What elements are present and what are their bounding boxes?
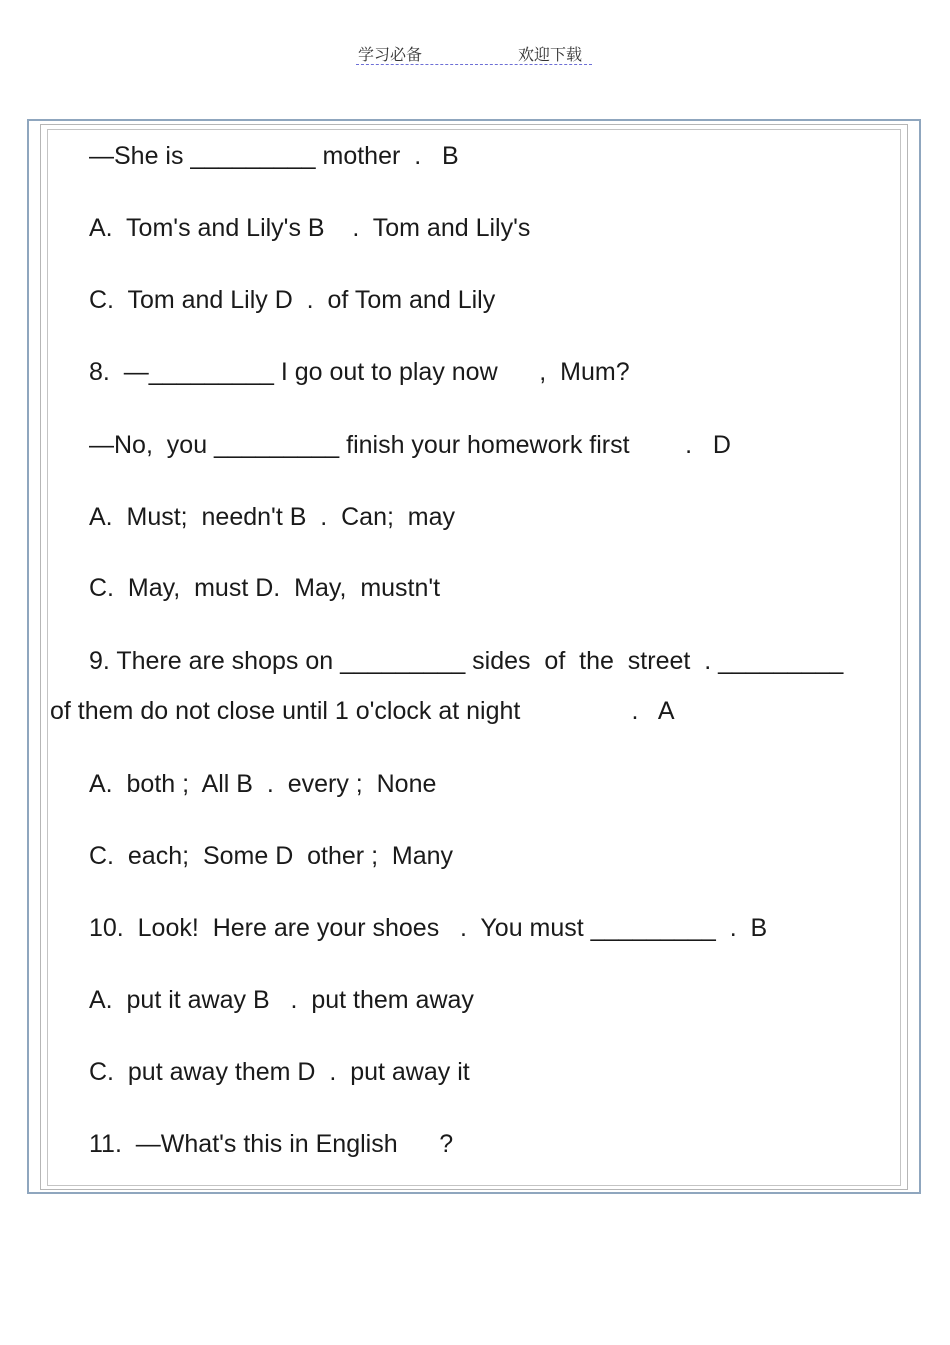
page-header: [356, 42, 592, 65]
question-8-stem: 8. —_________ I go out to play now , Mum?: [89, 358, 630, 386]
question-10-stem: 10. Look! Here are your shoes . You must _________ . B: [89, 914, 768, 942]
question-7-stem: —She is _________ mother . B: [89, 142, 459, 170]
question-8-options-ab: A. Must; needn't B . Can; may: [89, 503, 456, 531]
question-8-options-cd: C. May, must D. May, mustn't: [89, 574, 441, 602]
question-11-stem: 11. —What's this in English ?: [89, 1130, 454, 1158]
question-7-options-ab: A. Tom's and Lily's B . Tom and Lily's: [89, 214, 531, 242]
question-10-options-cd: C. put away them D . put away it: [89, 1058, 470, 1086]
question-9-stem-cont: of them do not close until 1 o'clock at night . A: [50, 697, 675, 725]
question-7-options-cd: C. Tom and Lily D . of Tom and Lily: [89, 286, 496, 314]
question-9-options-cd: C. each; Some D other ; Many: [89, 842, 454, 870]
question-8-stem-cont: —No, you _________ finish your homework first . D: [89, 431, 731, 459]
question-9-stem: 9. There are shops on _________ sides of the street . _________: [89, 647, 844, 675]
question-10-options-ab: A. put it away B . put them away: [89, 986, 474, 1014]
header-left-text: 学习必备: [358, 45, 423, 64]
question-9-options-ab: A. both ; All B . every ; None: [89, 770, 437, 798]
header-right-text: 欢迎下载: [518, 45, 583, 64]
